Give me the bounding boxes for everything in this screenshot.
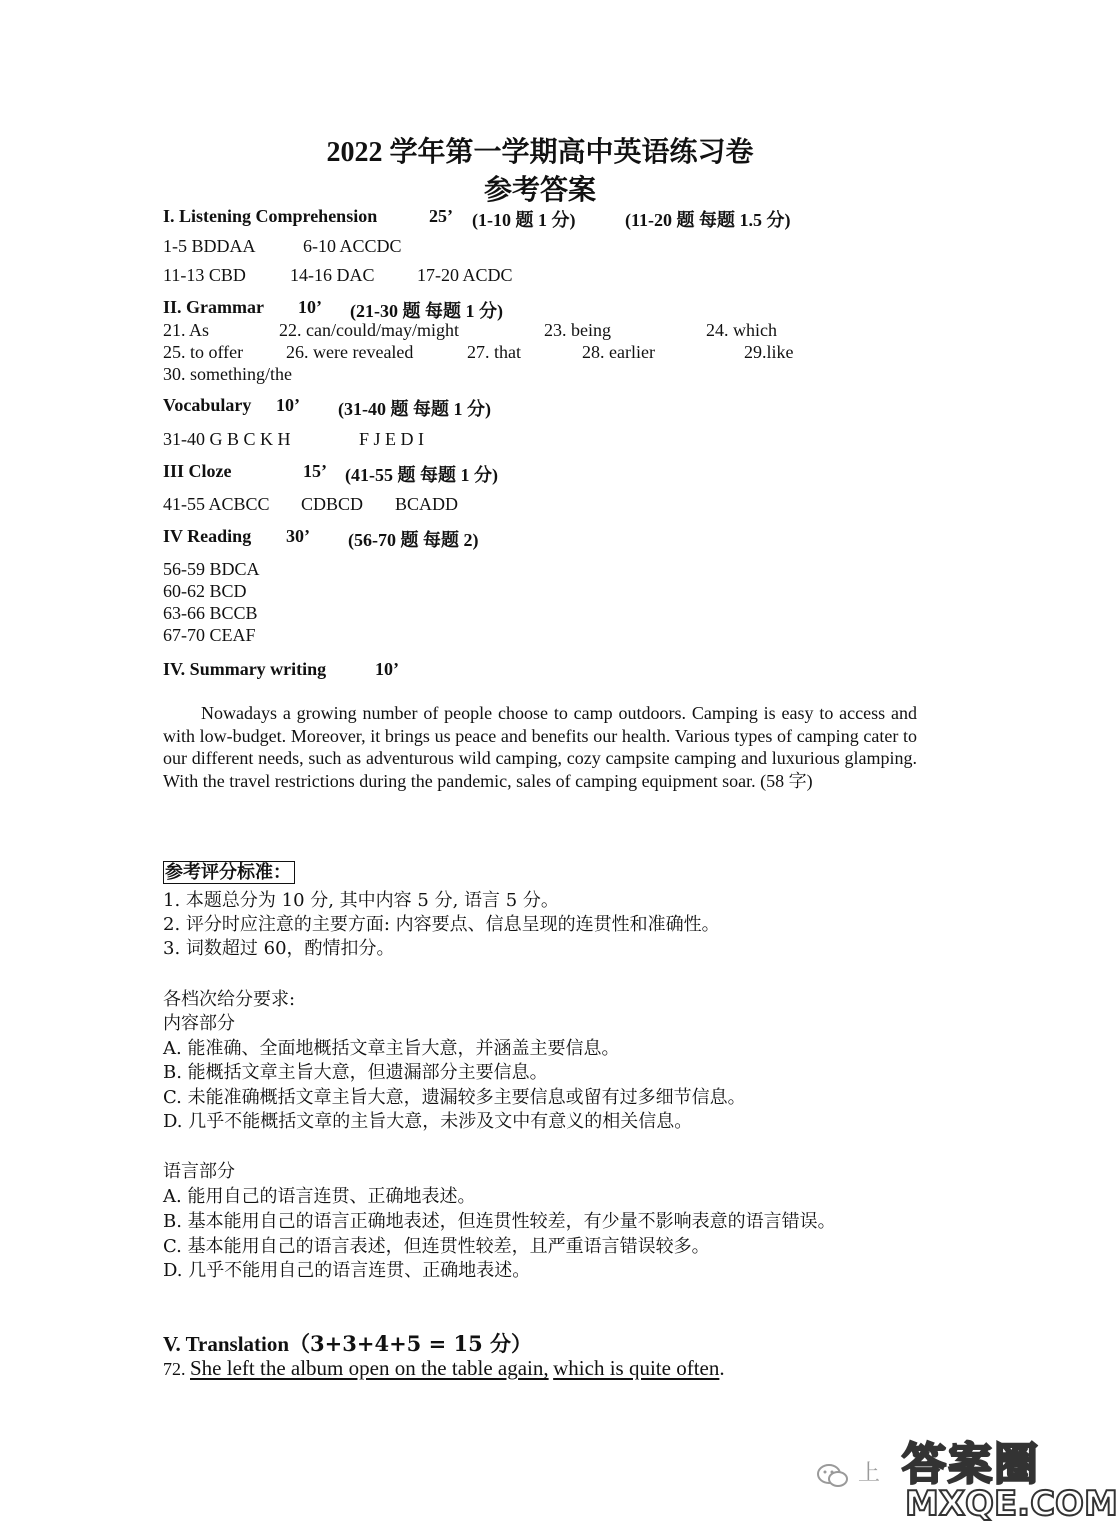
cloze-points: 15’ xyxy=(303,461,327,481)
page-title: 2022 学年第一学期高中英语练习卷 xyxy=(326,137,754,168)
reading-answers-63-66: 63-66 BCCB xyxy=(163,603,258,623)
grammar-header: II. Grammar xyxy=(163,297,264,317)
summary-model-answer: Nowadays a growing number of people choose to camp outdoors. Camping is easy to access and with low-budget. Moreover, it brings us peace and benefits our health. Various types of camping cater to our different needs, such as adventurous wild camping, cozy campsite camping and luxurious glamping. With the travel restrictions during the pandemic, sales of camping equipment soar. (58 字) xyxy=(163,703,917,791)
cloze-scheme: (41-55 题 每题 1 分) xyxy=(345,465,498,485)
translation-answer-72 xyxy=(163,1356,725,1381)
listening-scheme-2: (11-20 题 每题 1.5 分) xyxy=(625,210,791,230)
vocabulary-scheme: (31-40 题 每题 1 分) xyxy=(338,399,491,419)
criteria-label-wrap xyxy=(163,858,295,884)
watermark-logo-text: 答案圈 xyxy=(902,1439,1040,1490)
grammar-answer-23: 23. being xyxy=(544,320,611,340)
vocabulary-answers-part-2: F J E D I xyxy=(359,429,425,449)
criteria-rule-3: 3. 词数超过 60，酌情扣分。 xyxy=(163,938,395,959)
criteria-rule-2: 2. 评分时应注意的主要方面: 内容要点、信息呈现的连贯性和准确性。 xyxy=(163,914,720,935)
watermark-url: MXQE.COM xyxy=(905,1484,1118,1524)
language-level-c: C. 基本能用自己的语言表述，但连贯性较差，且严重语言错误较多。 xyxy=(163,1236,710,1257)
grammar-answer-24: 24. which xyxy=(706,320,777,340)
translation-part-1: She left the album open on the table again, xyxy=(190,1356,549,1380)
listening-answers-11-13: 11-13 CBD xyxy=(163,265,246,285)
listening-answers-14-16: 14-16 DAC xyxy=(290,265,375,285)
grammar-scheme: (21-30 题 每题 1 分) xyxy=(350,301,503,321)
summary-header: IV. Summary writing xyxy=(163,659,327,679)
translation-heading xyxy=(163,1328,532,1358)
listening-points: 25’ xyxy=(429,206,453,226)
grammar-answer-22: 22. can/could/may/might xyxy=(279,320,459,340)
vocabulary-answers-part-1: 31-40 G B C K H xyxy=(163,429,291,449)
translation-end: . xyxy=(719,1356,725,1380)
content-level-d: D. 几乎不能概括文章的主旨大意，未涉及文中有意义的相关信息。 xyxy=(163,1111,693,1132)
content-level-b: B. 能概括文章主旨大意，但遗漏部分主要信息。 xyxy=(163,1062,548,1083)
listening-scheme-1: (1-10 题 1 分) xyxy=(472,210,576,230)
vocabulary-points: 10’ xyxy=(276,395,300,415)
wechat-icon xyxy=(816,1462,850,1490)
vocabulary-header: Vocabulary xyxy=(163,395,252,415)
criteria-rule-1: 1. 本题总分为 10 分, 其中内容 5 分, 语言 5 分。 xyxy=(163,890,559,911)
language-level-b: B. 基本能用自己的语言正确地表述，但连贯性较差，有少量不影响表意的语言错误。 xyxy=(163,1211,836,1232)
language-level-d: D. 几乎不能用自己的语言连贯、正确地表述。 xyxy=(163,1260,531,1281)
watermark-left-text: 上 xyxy=(858,1461,881,1486)
listening-answers-6-10: 6-10 ACCDC xyxy=(303,236,402,256)
grammar-answer-21: 21. As xyxy=(163,320,210,340)
reading-answers-56-59: 56-59 BDCA xyxy=(163,559,260,579)
translation-question-number: 72. xyxy=(163,1359,186,1379)
grammar-answer-26: 26. were revealed xyxy=(286,342,414,362)
translation-part-2: which is quite often xyxy=(553,1356,720,1380)
page-subtitle: 参考答案 xyxy=(483,175,596,206)
content-level-a: A. 能准确、全面地概括文章主旨大意，并涵盖主要信息。 xyxy=(163,1038,620,1059)
translation-scheme: （3+3+4+5 = 15 分） xyxy=(289,1331,533,1356)
listening-header: I. Listening Comprehension xyxy=(163,206,378,226)
reading-header: IV Reading xyxy=(163,526,252,546)
reading-points: 30’ xyxy=(286,526,310,546)
listening-answers-1-5: 1-5 BDDAA xyxy=(163,236,256,256)
cloze-answers-group-3: BCADD xyxy=(395,494,459,514)
summary-points: 10’ xyxy=(375,659,399,679)
cloze-answers-group-2: CDBCD xyxy=(301,494,364,514)
content-section-title: 内容部分 xyxy=(163,1013,235,1034)
grammar-points: 10’ xyxy=(298,297,322,317)
grammar-answer-25: 25. to offer xyxy=(163,342,244,362)
reading-answers-67-70: 67-70 CEAF xyxy=(163,625,256,645)
reading-scheme: (56-70 题 每题 2) xyxy=(348,530,479,550)
grammar-answer-30: 30. something/the xyxy=(163,364,292,384)
content-level-c: C. 未能准确概括文章主旨大意，遗漏较多主要信息或留有过多细节信息。 xyxy=(163,1087,746,1108)
cloze-answers-group-1: 41-55 ACBCC xyxy=(163,494,270,514)
reading-answers-60-62: 60-62 BCD xyxy=(163,581,247,601)
language-level-a: A. 能用自己的语言连贯、正确地表述。 xyxy=(163,1186,476,1207)
cloze-header: III Cloze xyxy=(163,461,232,481)
grammar-answer-27: 27. that xyxy=(467,342,521,362)
listening-answers-17-20: 17-20 ACDC xyxy=(417,265,513,285)
language-section-title: 语言部分 xyxy=(163,1161,235,1182)
criteria-label: 参考评分标准： xyxy=(163,861,295,884)
levels-title: 各档次给分要求: xyxy=(163,989,296,1010)
grammar-answer-29: 29.like xyxy=(744,342,794,362)
translation-header: V. Translation xyxy=(163,1332,290,1356)
grammar-answer-28: 28. earlier xyxy=(582,342,655,362)
